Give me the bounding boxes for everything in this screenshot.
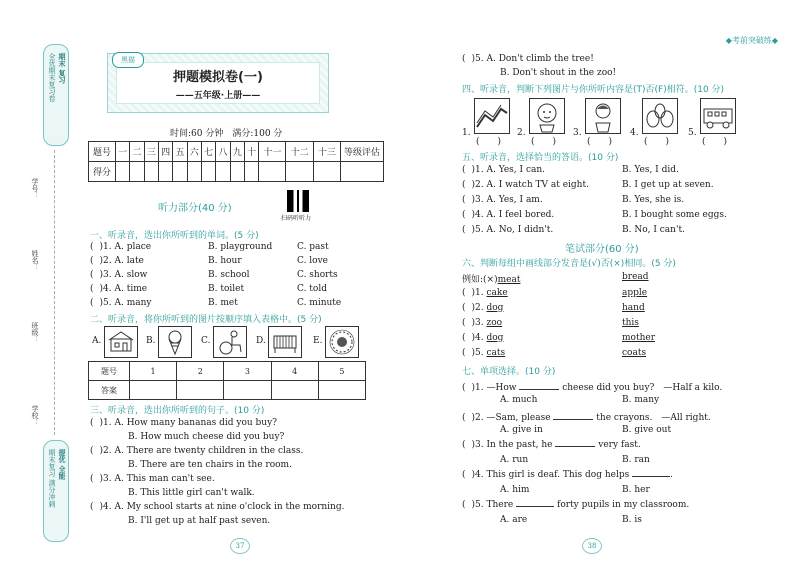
list-item: ( )4. This girl is deaf. This dog helps . [462,470,673,480]
score-table [88,141,384,182]
score-header-cell: 十三 [313,142,340,162]
option-b[interactable]: B. give out [622,425,672,435]
sidebar-top-brand: 期末 复习 [58,53,66,84]
list-item: ( )1. cake [462,288,508,298]
score-header-cell: 六 [187,142,201,162]
score-header-cell: 五 [173,142,187,162]
list-item: ( )2. A. There are twenty children in the class. [90,446,304,456]
written-title: 笔试部分(60 分) [565,244,639,255]
score-header-cell: 十 [244,142,258,162]
list-item: ( )3. A. This man can't see. [90,474,215,484]
word-b: hand [622,303,645,313]
answer-box[interactable]: ( ) [476,137,502,147]
answer-header-cell: 4 [271,362,318,381]
answer-box[interactable]: ( ) [531,137,557,147]
score-header-cell: 题号 [89,142,116,162]
answer-header-label: 题号 [89,362,130,381]
section-3-title: 三、听录音，选出你所听到的句子。(10 分) [90,406,265,416]
list-item: ( )4. A. time [90,284,148,294]
word-b: this [622,318,639,328]
ice-cream-picture [158,326,192,358]
option-a[interactable]: A. him [500,485,530,495]
answer-box[interactable]: ( ) [702,137,728,147]
fill-blank[interactable] [555,446,595,447]
wheelchair-picture [213,326,247,358]
cut-line [54,150,55,435]
option-b[interactable]: B. met [208,298,238,308]
list-item: ( )5. There forty pupils in my classroom. [462,500,690,510]
option-a[interactable]: A. run [500,455,529,465]
score-header-cell: 十一 [259,142,286,162]
option-b[interactable]: B. This little girl can't walk. [128,488,255,498]
fill-blank[interactable] [519,389,559,390]
score-cell[interactable] [230,162,244,182]
option-b[interactable]: B. No, I can't. [622,225,685,235]
score-cell[interactable] [286,162,313,182]
section-7-title: 七、单项选择。(10 分) [462,367,556,377]
brand-badge: 黑猫 [112,52,144,68]
score-header-cell: 等级评估 [341,142,384,162]
answer-table [88,361,366,400]
answer-cell[interactable] [130,381,177,400]
word-b: apple [622,288,648,298]
sidebar-bottom-text: 期末复习 满分冲刺 [48,449,56,508]
house-picture [104,326,138,358]
option-b[interactable]: B. toilet [208,284,245,294]
list-item: ( )5. A. Don't climb the tree! [462,54,594,64]
qr-caption: 扫码听听力 [281,215,312,222]
option-b[interactable]: B. I get up at seven. [622,180,714,190]
section-5-title: 五、听录音，选择恰当的答语。(10 分) [462,153,619,163]
score-header-cell: 二 [130,142,144,162]
score-cell[interactable] [201,162,215,182]
score-header-cell: 八 [216,142,230,162]
pic-label: D. [256,336,266,346]
option-b[interactable]: B. many [622,395,660,405]
school-label: 学校： [31,405,39,426]
word-b: coats [622,348,647,358]
answer-header-cell: 2 [177,362,224,381]
binding-strip [0,0,80,580]
option-c[interactable]: C. shorts [297,270,338,280]
pic-label: 2. [517,128,526,138]
score-cell[interactable] [244,162,258,182]
score-cell[interactable] [313,162,340,182]
sidebar-bottom-brand: 提优 全能 [58,449,66,480]
example-word-b: bread [622,272,649,282]
answer-box[interactable]: ( ) [587,137,613,147]
score-header-cell: 七 [201,142,215,162]
page-number-left: 37 [230,538,250,554]
option-b[interactable]: B. I bought some eggs. [622,210,727,220]
great-wall-picture [474,98,510,134]
option-b[interactable]: B. Yes, she is. [622,195,685,205]
page-number-right: 38 [582,538,602,554]
list-item: ( )2. A. I watch TV at eight. [462,180,589,190]
score-header-cell: 三 [144,142,158,162]
word-b: mother [622,333,655,343]
score-cell[interactable] [341,162,384,182]
score-header-cell: 四 [158,142,172,162]
list-item: ( )1. A. place [90,242,152,252]
score-row-label: 得分 [89,162,116,182]
option-c[interactable]: C. minute [297,298,342,308]
example-row: 例如:(×)meat [462,275,521,285]
score-header-cell: 九 [230,142,244,162]
score-value-row [89,162,384,182]
score-header-row [89,142,384,162]
list-item: ( )4. A. My school starts at nine o'clock in the morning. [90,502,345,512]
answer-cell[interactable] [318,381,365,400]
answer-header-cell: 1 [130,362,177,381]
sunflower-picture [325,326,359,358]
fill-blank[interactable] [516,506,554,507]
section-2-title: 二、听录音，将你所听到的图片按顺序填入表格中。(5 分) [90,315,322,325]
score-cell[interactable] [130,162,144,182]
option-a[interactable]: A. are [500,515,528,525]
list-item: ( )1. A. How many bananas did you buy? [90,418,277,428]
list-item: ( )3. A. slow [90,270,148,280]
answer-cell[interactable] [177,381,224,400]
boy-picture [585,98,621,134]
class-label: 班级： [31,322,39,343]
list-item: ( )2. —Sam, please the crayons. —All right. [462,413,711,423]
option-b[interactable]: B. is [622,515,642,525]
option-c[interactable]: C. past [297,242,329,252]
answer-row-label: 答案 [89,381,130,400]
score-cell[interactable] [216,162,230,182]
qr-code-icon[interactable] [287,190,309,212]
sidebar-top-text: 全优期末复习卷 [48,53,56,102]
score-header-cell: 十二 [286,142,313,162]
bus-picture [700,98,736,134]
option-b[interactable]: B. How much cheese did you buy? [128,432,285,442]
top-right-tag: ◆考前突破练◆ [725,36,778,45]
time-info: 时间:60 分钟 满分:100 分 [170,129,283,139]
exam-title: 押题模拟卷(一) [173,70,263,85]
pic-label: C. [201,336,211,346]
list-item: ( )4. A. I feel bored. [462,210,555,220]
pic-label: 5. [688,128,697,138]
student-number-label: 学号： [31,178,39,199]
option-a[interactable]: A. much [500,395,538,405]
score-cell[interactable] [116,162,130,182]
answer-box[interactable]: ( ) [644,137,670,147]
score-cell[interactable] [144,162,158,182]
pic-label: B. [146,336,156,346]
list-item: ( )3. A. Yes, I am. [462,195,543,205]
option-b[interactable]: B. school [208,270,250,280]
answer-row [89,381,366,400]
pic-label: E. [313,336,323,346]
piano-picture [268,326,302,358]
option-c[interactable]: C. told [297,284,327,294]
option-b[interactable]: B. Don't shout in the zoo! [500,68,617,78]
option-c[interactable]: C. love [297,256,328,266]
pic-label: 4. [630,128,639,138]
girl-picture [529,98,565,134]
name-label: 姓名： [31,250,39,271]
score-cell[interactable] [158,162,172,182]
pic-label: A. [92,336,102,346]
sidebar-brand-bottom [43,440,69,542]
option-b[interactable]: B. hour [208,256,242,266]
score-cell[interactable] [187,162,201,182]
list-item: ( )3. zoo [462,318,503,328]
answer-cell[interactable] [271,381,318,400]
eggs-picture [642,98,678,134]
section-4-title: 四、听录音，判断下列图片与你所听内容是(T)否(F)相符。(10 分) [462,85,725,95]
list-item: ( )4. dog [462,333,504,343]
option-b[interactable]: B. Yes, I did. [622,165,679,175]
answer-header-row [89,362,366,381]
option-b[interactable]: B. There are ten chairs in the room. [128,460,292,470]
pic-label: 1. [462,128,471,138]
sidebar-brand-top [43,44,69,146]
list-item: ( )5. A. No, I didn't. [462,225,554,235]
list-item: ( )1. —How cheese did you buy? —Half a kilo. [462,383,723,393]
option-b[interactable]: B. I'll get up at half past seven. [128,516,271,526]
list-item: ( )2. A. late [90,256,144,266]
score-cell[interactable] [259,162,286,182]
fill-blank[interactable] [632,476,670,477]
answer-header-cell: 5 [318,362,365,381]
option-b[interactable]: B. her [622,485,650,495]
option-b[interactable]: B. playground [208,242,273,252]
section-1-title: 一、听录音，选出你所听到的单词。(5 分) [90,231,259,241]
score-cell[interactable] [173,162,187,182]
listening-title: 听力部分(40 分) [158,203,232,214]
fill-blank[interactable] [553,419,593,420]
exam-subtitle: ——五年级·上册—— [175,91,261,101]
score-header-cell: 一 [116,142,130,162]
list-item: ( )1. A. Yes, I can. [462,165,546,175]
pic-label: 3. [573,128,582,138]
answer-cell[interactable] [224,381,271,400]
list-item: ( )5. cats [462,348,506,358]
answer-header-cell: 3 [224,362,271,381]
list-item: ( )3. In the past, he very fast. [462,440,641,450]
list-item: ( )2. dog [462,303,504,313]
option-b[interactable]: B. ran [622,455,650,465]
section-6-title: 六、判断每组中画线部分发音是(√)否(×)相同。(5 分) [462,259,676,269]
option-a[interactable]: A. give in [500,425,543,435]
list-item: ( )5. A. many [90,298,152,308]
